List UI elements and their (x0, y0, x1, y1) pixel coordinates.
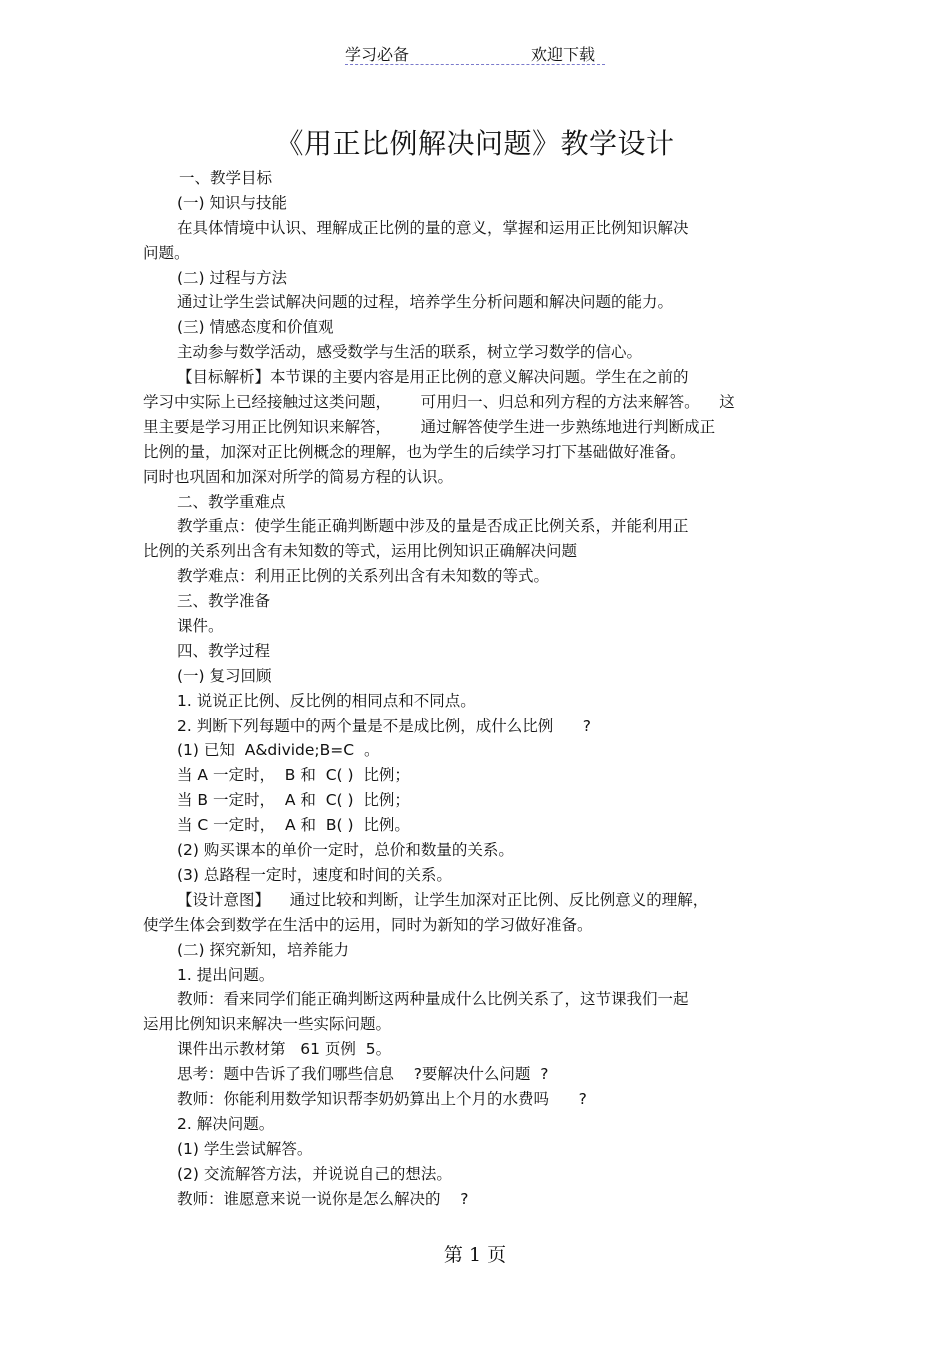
text-line: (2) 购买课本的单价一定时，总价和数量的关系。 (177, 841, 514, 860)
text-line: 【设计意图】 通过比较和判断，让学生加深对正比例、反比例意义的理解， (177, 890, 709, 909)
page-header (345, 40, 605, 65)
text-line: 四、教学过程 (177, 641, 271, 660)
text-line: 教学难点：利用正比例的关系列出含有未知数的等式。 (177, 567, 550, 586)
text-line: 里主要是学习用正比例知识来解答， 通过解答使学生进一步熟练地进行判断成正 (143, 417, 716, 436)
text-line: 【目标解析】本节课的主要内容是用正比例的意义解决问题。学生在之前的 (177, 368, 689, 387)
text-line: 在具体情境中认识、理解成正比例的量的意义，掌握和运用正比例知识解决 (177, 218, 689, 237)
text-line: 当 C 一定时， A 和 B( ) 比例。 (177, 816, 410, 835)
text-line: (一) 知识与技能 (177, 193, 288, 212)
text-line: 学习中实际上已经接触过这类问题， 可用归一、归总和列方程的方法来解答。 这 (143, 393, 735, 412)
text-line: (二) 过程与方法 (177, 268, 288, 287)
text-line: 比例的量，加深对正比例概念的理解，也为学生的后续学习打下基础做好准备。 (143, 442, 686, 461)
text-line: 问题。 (143, 243, 190, 262)
document-body (143, 166, 813, 1211)
text-line: 思考：题中告诉了我们哪些信息 ?要解决什么问题 ? (177, 1065, 549, 1084)
header-left-text: 学习必备 (345, 45, 410, 64)
text-line: 1. 提出问题。 (177, 965, 275, 984)
text-line: 1. 说说正比例、反比例的相同点和不同点。 (177, 691, 476, 710)
text-line: (1) 学生尝试解答。 (177, 1139, 313, 1158)
text-line: 同时也巩固和加深对所学的简易方程的认识。 (143, 467, 454, 486)
text-line: 通过让学生尝试解决问题的过程，培养学生分析问题和解决问题的能力。 (177, 293, 674, 312)
text-line: 教学重点：使学生能正确判断题中涉及的量是否成正比例关系，并能利用正 (177, 517, 689, 536)
text-line: 当 B 一定时， A 和 C( ) 比例； (177, 791, 410, 810)
text-line: 当 A 一定时， B 和 C( ) 比例； (177, 766, 410, 785)
text-line: 2. 判断下列每题中的两个量是不是成比例，成什么比例 ? (177, 716, 592, 735)
text-line: 教师：看来同学们能正确判断这两种量成什么比例关系了，这节课我们一起 (177, 990, 689, 1009)
text-line: (1) 已知 A&divide;B=C 。 (177, 741, 380, 760)
text-line: 比例的关系列出含有未知数的等式，运用比例知识正确解决问题 (143, 542, 578, 561)
text-line: 三、教学准备 (177, 592, 271, 611)
text-line: 二、教学重难点 (177, 492, 286, 511)
text-line: 2. 解决问题。 (177, 1114, 275, 1133)
header-right-text: 欢迎下载 (531, 45, 596, 64)
text-line: 主动参与数学活动，感受数学与生活的联系，树立学习数学的信心。 (177, 343, 643, 362)
text-line: (一) 复习回顾 (177, 666, 272, 685)
document-title: 《用正比例解决问题》教学设计 (275, 127, 675, 160)
text-line: (二) 探究新知，培养能力 (177, 940, 350, 959)
text-line: 课件出示教材第 61 页例 5。 (177, 1040, 392, 1059)
text-line: 运用比例知识来解决一些实际问题。 (143, 1015, 392, 1034)
text-line: 教师：你能利用数学知识帮李奶奶算出上个月的水费吗 ? (177, 1089, 587, 1108)
text-line: 课件。 (177, 617, 224, 636)
text-line: 使学生体会到数学在生活中的运用，同时为新知的学习做好准备。 (143, 915, 593, 934)
text-line: (3) 总路程一定时，速度和时间的关系。 (177, 865, 452, 884)
text-line: 一、教学目标 (179, 169, 273, 187)
text-line: (2) 交流解答方法，并说说自己的想法。 (177, 1164, 452, 1183)
text-line: (三) 情感态度和价值观 (177, 318, 334, 337)
page-number: 第 1 页 (443, 1244, 507, 1266)
text-line: 教师：谁愿意来说一说你是怎么解决的 ? (177, 1189, 469, 1208)
